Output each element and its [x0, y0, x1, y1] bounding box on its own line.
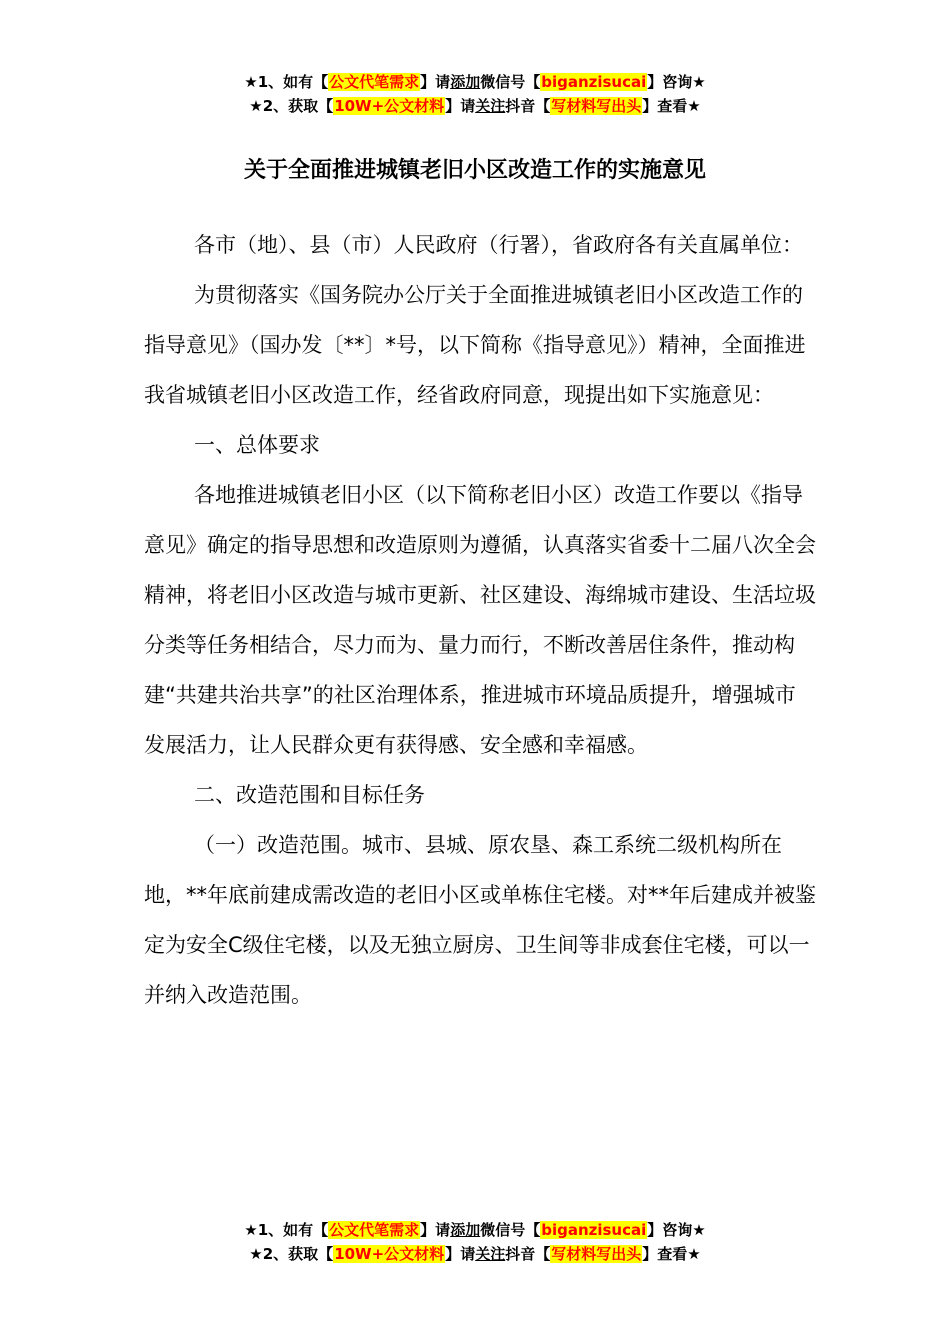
promo-underlined: 添加: [450, 1221, 481, 1239]
promo-header: [0, 70, 950, 118]
promo-text: ★1、如有【: [244, 73, 329, 91]
salutation-paragraph: 各市（地）、县（市）人民政府（行署），省政府各有关直属单位：: [194, 233, 803, 257]
document-title: 关于全面推进城镇老旧小区改造工作的实施意见: [243, 158, 706, 183]
promo-text: 】查看★: [642, 97, 701, 115]
promo-line-1: [0, 1218, 950, 1242]
promo-text: 微信号【: [480, 1221, 541, 1239]
intro-paragraph: 为贯彻落实《国务院办公厅关于全面推进城镇老旧小区改造工作的指导意见》（国办发〔**〕*号，以下简称《指导意见》）精神，全面推进我省城镇老旧小区改造工作，经省政府同意，现提出如下实施意见：: [144, 283, 806, 407]
promo-highlight: 10W+公文材料: [334, 97, 445, 115]
promo-douyin-account: 写材料写出头: [551, 97, 642, 115]
promo-highlight: 公文代笔需求: [329, 73, 420, 91]
promo-line-2: [0, 94, 950, 118]
section-heading: 一、总体要求: [194, 433, 320, 457]
promo-text: 】咨询★: [647, 1221, 706, 1239]
body-paragraph: （一）改造范围。城市、县城、原农垦、森工系统二级机构所在地，**年底前建成需改造的老旧小区或单栋住宅楼。对**年后建成并被鉴定为安全C级住宅楼，以及无独立厨房、卫生间等非成套住宅楼，可以一并纳入改造范围。: [144, 833, 816, 1007]
promo-text: 】咨询★: [647, 73, 706, 91]
promo-text: ★2、获取【: [249, 1245, 334, 1263]
promo-highlight: 公文代笔需求: [329, 1221, 420, 1239]
promo-douyin-account: 写材料写出头: [551, 1245, 642, 1263]
promo-line-2: [0, 1242, 950, 1266]
promo-text: 抖音【: [505, 1245, 551, 1263]
promo-underlined: 关注: [475, 1245, 506, 1263]
promo-text: 】请: [445, 1245, 476, 1263]
document-body: [144, 220, 816, 1020]
promo-text: 】请: [420, 1221, 451, 1239]
section-heading: 二、改造范围和目标任务: [194, 783, 425, 807]
promo-text: ★1、如有【: [244, 1221, 329, 1239]
promo-text: 】请: [445, 97, 476, 115]
promo-footer: [0, 1218, 950, 1266]
promo-text: 】请: [420, 73, 451, 91]
promo-wechat-id: biganzisucai: [541, 73, 647, 91]
body-paragraph: 各地推进城镇老旧小区（以下简称老旧小区）改造工作要以《指导意见》确定的指导思想和改造原则为遵循，认真落实省委十二届八次全会精神，将老旧小区改造与城市更新、社区建设、海绵城市建设、生活垃圾分类等任务相结合，尽力而为、量力而行，不断改善居住条件，推动构建“共建共治共享”的社区治理体系，推进城市环境品质提升，增强城市发展活力，让人民群众更有获得感、安全感和幸福感。: [144, 483, 816, 757]
promo-text: 抖音【: [505, 97, 551, 115]
promo-underlined: 关注: [475, 97, 506, 115]
promo-text: 】查看★: [642, 1245, 701, 1263]
promo-text: 微信号【: [480, 73, 541, 91]
promo-line-1: [0, 70, 950, 94]
promo-underlined: 添加: [450, 73, 481, 91]
promo-highlight: 10W+公文材料: [334, 1245, 445, 1263]
promo-text: ★2、获取【: [249, 97, 334, 115]
promo-wechat-id: biganzisucai: [541, 1221, 647, 1239]
